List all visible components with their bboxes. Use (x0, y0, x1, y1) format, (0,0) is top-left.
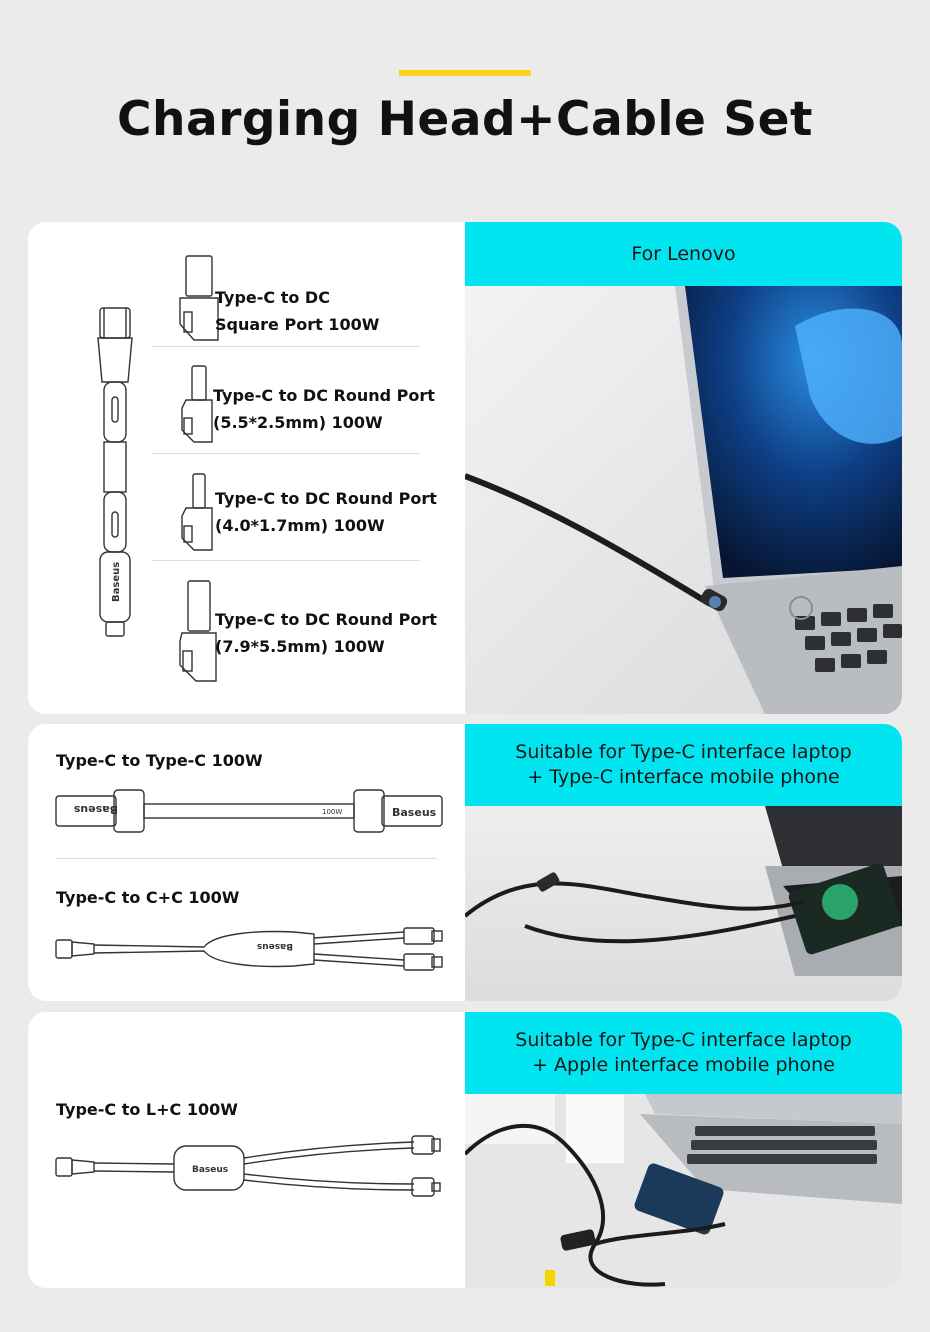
c-to-cc-cable-drawing (54, 924, 444, 974)
card-apple-phone (28, 1012, 902, 1288)
cable-brand-text: Baseus (111, 561, 122, 602)
divider (152, 453, 420, 454)
head-label-2: Type-C to DC Round Port (5.5*2.5mm) 100W (213, 386, 435, 432)
divider (152, 560, 420, 561)
head-label-4: Type-C to DC Round Port (7.9*5.5mm) 100W (215, 610, 437, 656)
card-type-c-phone (28, 724, 902, 1001)
page-title: Charging Head+Cable Set (117, 92, 813, 147)
cable-label-c-to-lc: Type-C to L+C 100W (56, 1100, 238, 1119)
lenovo-photo-panel (465, 222, 902, 714)
band-type-c-phone: Suitable for Type-C interface laptop + Type-C interface mobile phone (465, 724, 902, 806)
cable2-brand: Baseus (256, 941, 293, 951)
head-label-3: Type-C to DC Round Port (4.0*1.7mm) 100W (215, 489, 437, 535)
type-c-photo-panel (465, 724, 902, 1001)
band-apple-phone: Suitable for Type-C interface laptop + Apple interface mobile phone (465, 1012, 902, 1094)
cable-label-c-to-c: Type-C to Type-C 100W (56, 751, 263, 770)
divider (152, 346, 420, 347)
cable1-brand-left: Baseus (73, 803, 118, 816)
phone-laptop-photo (465, 806, 902, 1001)
cable1-rating-right: 100W (322, 808, 343, 816)
cable-options-panel (28, 724, 465, 1001)
cable-label-c-to-cc: Type-C to C+C 100W (56, 888, 240, 907)
cable1-brand-right: Baseus (392, 806, 437, 819)
c-to-c-cable-drawing (54, 786, 444, 836)
laptop-photo (465, 286, 902, 714)
charging-heads-panel (28, 222, 465, 714)
divider (56, 858, 437, 859)
apple-photo-panel (465, 1012, 902, 1288)
l-plus-c-panel (28, 1012, 465, 1288)
head-label-1: Type-C to DC Square Port 100W (215, 288, 380, 334)
band-for-lenovo: For Lenovo (465, 222, 902, 286)
card-lenovo (28, 222, 902, 714)
cable-illustration (58, 302, 178, 642)
cable3-brand: Baseus (192, 1165, 229, 1175)
accent-bar (399, 70, 531, 76)
c-to-lc-cable-drawing (54, 1128, 444, 1208)
iphone-laptop-photo (465, 1094, 902, 1288)
